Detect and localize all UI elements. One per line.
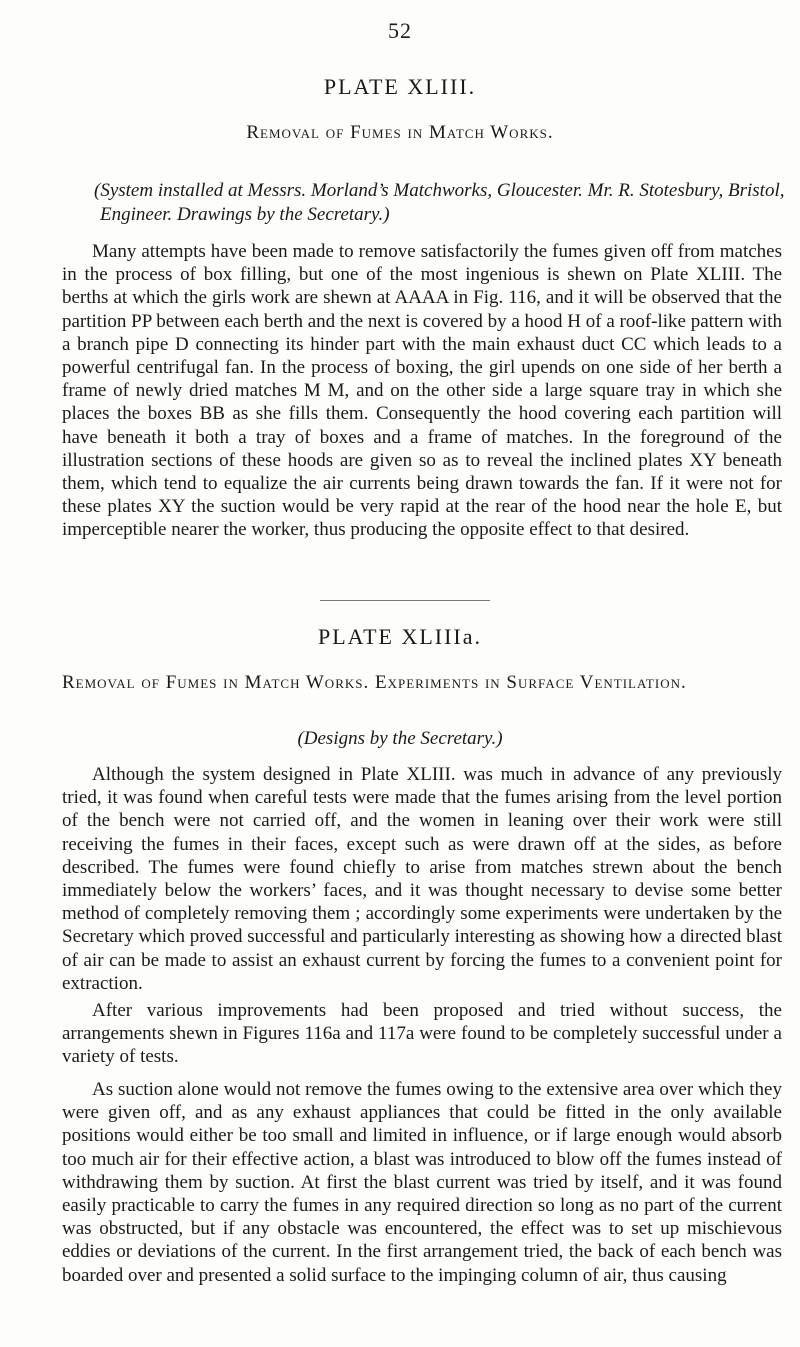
body-paragraph: Many attempts have been made to remove satisfactorily the fumes given off from matches in the process of box filling, but one of the most ingenious is shewn on Plate XLIII. The berths at which the girls work are shewn at AAAA in Fig. 116, and it will be observed that the partition PP between each berth and the next is covered by a hood H of a roof-like pattern with a branch pipe D connecting its hinder part with the main exhaust duct CC which leads to a powerful centrifugal fan. In the process of boxing, the girl upends on one side of her berth a frame of newly dried matches M M, and on the other side a large square tray in which she places the boxes BB as she fills them. Consequently the hood covering each partition will have beneath it both a tray of boxes and a frame of matches. In the foreground of the illustration sections of these hoods are given so as to reveal the inclined plates XY beneath them, which tend to equalize the air currents being drawn towards the fan. If it were not for these plates XY the suction would be very rapid at the rear of the hood near the hole E, but imperceptible nearer the worker, thus producing the opposite effect to that desired.	[62, 241, 783, 541]
section-heading: Removal of Fumes in Match Works. Experiments in Surface Ventilation.	[62, 672, 687, 693]
body-paragraph: Although the system designed in Plate XLIII. was much in advance of any previously tried, it was found when careful tests were made that the fumes arising from the level portion of the bench were not carried off, and the women in leaning over their work were still receiving the fumes in their faces, except such as were drawn off at the sides, as before described. The fumes were found chiefly to arise from matches strewn about the bench immediately below the workers’ faces, and it was thought necessary to devise some better method of completely removing them ; accordingly some experiments were undertaken by the Secretary which proved successful and particularly interesting as showing how a directed blast of air can be made to assist an exhaust current by forcing the fumes to a convenient point for extraction.	[62, 764, 782, 994]
attribution-note: (System installed at Messrs. Morland’s Matchworks, Gloucester. Mr. R. Stotesbury, Bristol, Engineer. Drawings by the Secretary.)	[94, 180, 785, 225]
plate-title: PLATE XLIIIa.	[317, 624, 483, 649]
body-paragraph: As suction alone would not remove the fumes owing to the extensive area over which they were given off, and as any exhaust appliances that could be fitted in the only available positions would either be too small and limited in influence, or if large enough would absorb too much air for their effective action, a blast was introduced to blow off the fumes instead of withdrawing them by suction. At first the blast current was tried by itself, and it was found easily practicable to carry the fumes in any required direction so long as no part of the current was obstructed, but if any obstacle was encountered, the effect was to set up mischievous eddies or deviations of the current. In the first arrangement tried, the back of each bench was boarded over and presented a solid surface to the impinging column of air, thus causing	[62, 1079, 782, 1286]
section-heading: Removal of Fumes in Match Works.	[246, 122, 554, 143]
section-divider	[320, 600, 490, 601]
plate-title: PLATE XLIII.	[323, 74, 477, 99]
page-number: 52	[388, 18, 412, 43]
body-paragraph: After various improvements had been proposed and tried without success, the arrangements shewn in Figures 116a and 117a were found to be completely successful under a variety of tests.	[62, 1000, 782, 1068]
attribution-note: (Designs by the Secretary.)	[297, 728, 503, 749]
